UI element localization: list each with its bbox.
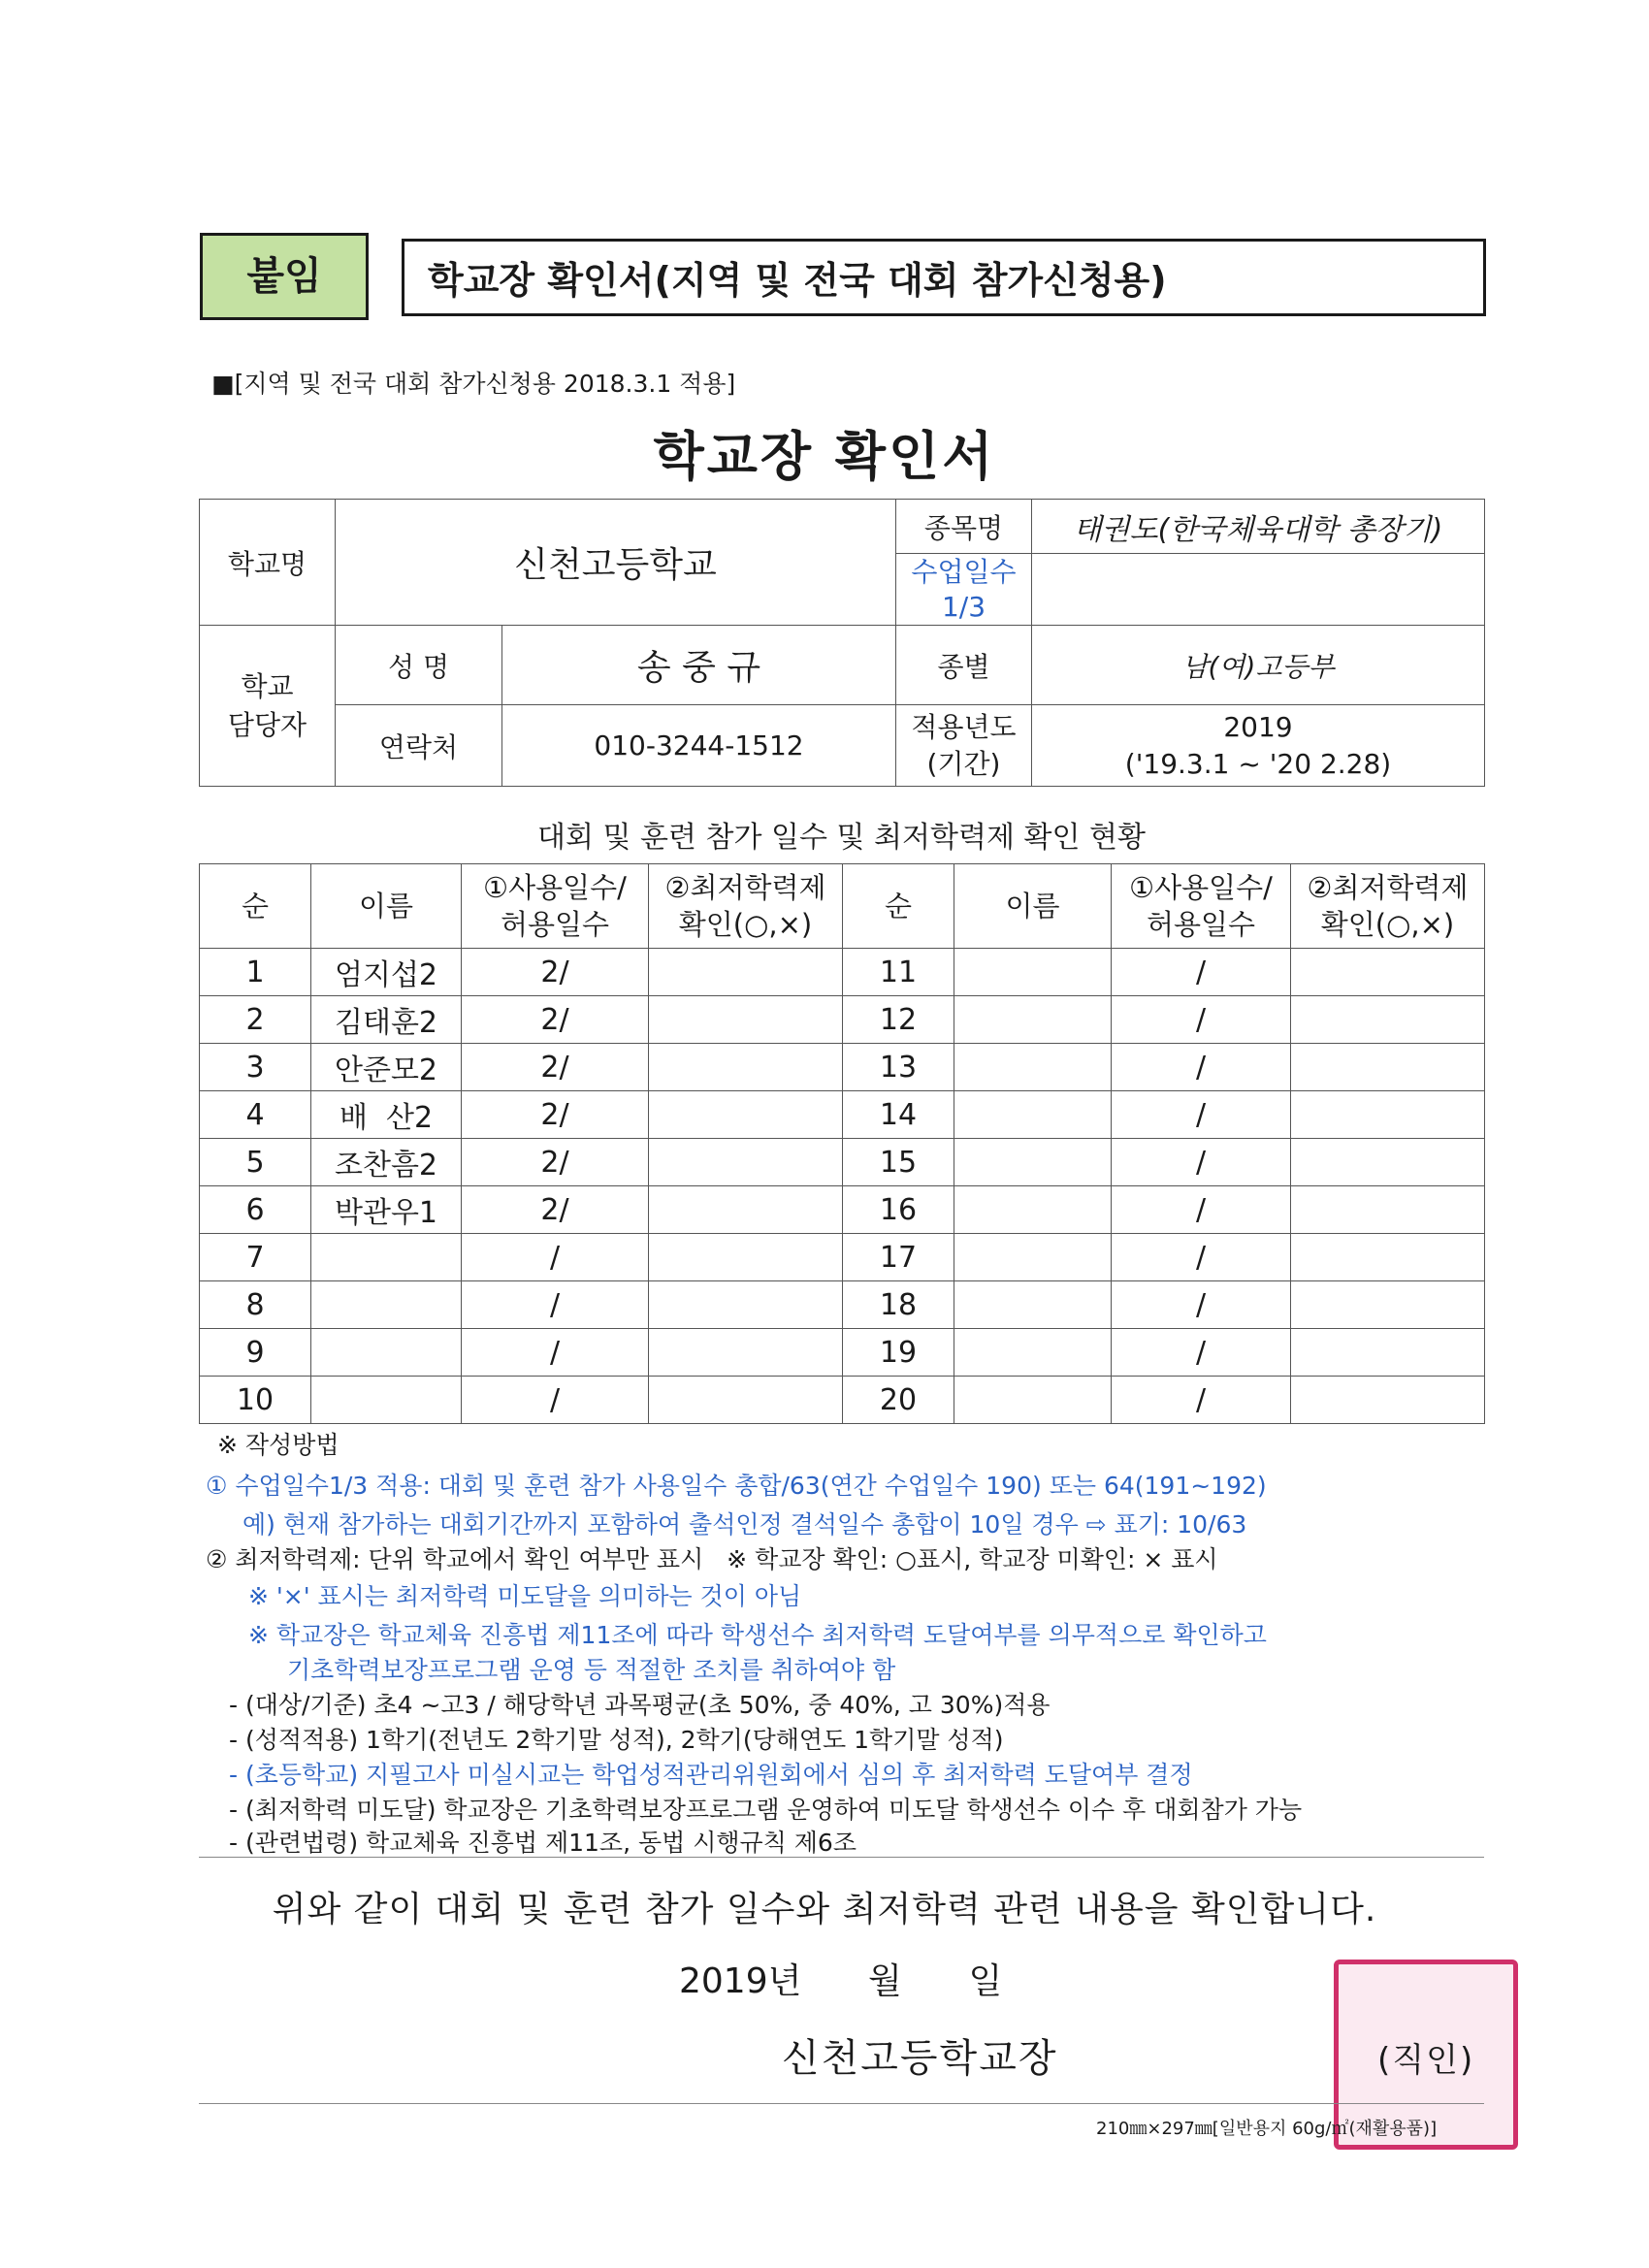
row-min (649, 949, 843, 996)
row-no-right: 16 (843, 1186, 954, 1234)
row-no: 9 (200, 1329, 311, 1377)
row-days: / (462, 1234, 649, 1281)
table-row (200, 1377, 1485, 1424)
row-days-right: / (1112, 996, 1291, 1044)
row-name-right (954, 1329, 1112, 1377)
table-row (200, 1329, 1485, 1377)
row-days: / (462, 1329, 649, 1377)
year-value (1032, 705, 1485, 787)
row-days: / (462, 1377, 649, 1424)
row-min-right (1291, 1329, 1485, 1377)
row-min (649, 1139, 843, 1186)
school-days-label-line1: 수업일수 (911, 555, 1017, 588)
row-no-right: 19 (843, 1329, 954, 1377)
status-heading: 대회 및 훈련 참가 일수 및 최저학력제 확인 현황 (537, 821, 1146, 855)
row-days-right: / (1112, 1377, 1291, 1424)
school-days-value (1032, 554, 1485, 626)
table-row (200, 1281, 1485, 1329)
row-min (649, 1091, 843, 1139)
note-3: ※ '×' 표시는 최저학력 미도달을 의미하는 것이 아님 (248, 1582, 802, 1610)
school-head-name: 신천고등학교장 (782, 2036, 1058, 2081)
roster-body (200, 949, 1485, 1424)
date-line: 2019년 월 일 (679, 1961, 1003, 2001)
row-name-right (954, 949, 1112, 996)
confirm-text: 위와 같이 대회 및 훈련 참가 일수와 최저학력 관련 내용을 확인합니다. (272, 1890, 1377, 1929)
row-min (649, 1186, 843, 1234)
row-no: 1 (200, 949, 311, 996)
row-days-right: / (1112, 949, 1291, 996)
notice-text: ■[지역 및 전국 대회 참가신청용 2018.3.1 적용] (211, 370, 736, 398)
row-name-right (954, 1281, 1112, 1329)
col-days-right (1112, 864, 1291, 949)
table-row (200, 1186, 1485, 1234)
note-1-line1: ① 수업일수1/3 적용: 대회 및 훈련 참가 사용일수 총합/63(연간 수업일수 190) 또는 64(191~192) (206, 1472, 1267, 1500)
row-min (649, 1234, 843, 1281)
year-label (896, 705, 1032, 787)
event-label: 종목명 (896, 500, 1032, 554)
row-name (311, 1377, 462, 1424)
row-min-right (1291, 1234, 1485, 1281)
row-name-right (954, 1186, 1112, 1234)
name-label: 성 명 (336, 626, 502, 705)
separator-line (199, 1857, 1484, 1858)
row-days: 2/ (462, 1186, 649, 1234)
row-no-right: 18 (843, 1281, 954, 1329)
attachment-badge: 붙임 (200, 233, 369, 320)
school-days-label (896, 554, 1032, 626)
col-min-right-line2: 확인(○,×) (1320, 908, 1455, 941)
row-no-right: 20 (843, 1377, 954, 1424)
row-name-right (954, 1234, 1112, 1281)
col-min-line2: 확인(○,×) (678, 908, 813, 941)
note-2-emphasis: ※ 학교장 확인: ○표시, 학교장 미확인: × 표시 (727, 1545, 1218, 1573)
col-min-right-line1: ②최저학력제 (1307, 871, 1469, 904)
school-value: 신천고등학교 (336, 500, 896, 626)
table-row (200, 1139, 1485, 1186)
header-title: 학교장 확인서(지역 및 전국 대회 참가신청용) (402, 239, 1486, 316)
notes-heading: ※ 작성방법 (217, 1431, 340, 1459)
seal-label: (직인) (1377, 2041, 1475, 2080)
year-value-line2: ('19.3.1 ~ '20 2.28) (1124, 747, 1392, 780)
row-no-right: 17 (843, 1234, 954, 1281)
note-1-line2: 예) 현재 참가하는 대회기간까지 포함하여 출석인정 결석일수 총합이 10일 경우 ⇨ 표기: 10/63 (242, 1510, 1247, 1539)
row-days: 2/ (462, 949, 649, 996)
col-days (462, 864, 649, 949)
paper-spec: 210㎜×297㎜[일반용지 60g/㎡(재활용품)] (1096, 2119, 1438, 2139)
row-min (649, 996, 843, 1044)
row-no-right: 14 (843, 1091, 954, 1139)
row-name: 조찬흠2 (311, 1139, 462, 1186)
bottom-line (199, 2103, 1484, 2104)
row-name: 박관우1 (311, 1186, 462, 1234)
row-days: 2/ (462, 1091, 649, 1139)
row-days: 2/ (462, 996, 649, 1044)
row-days: 2/ (462, 1139, 649, 1186)
row-days: 2/ (462, 1044, 649, 1091)
name-value: 송 중 규 (502, 626, 896, 705)
row-min-right (1291, 1091, 1485, 1139)
row-no: 5 (200, 1139, 311, 1186)
row-min-right (1291, 1281, 1485, 1329)
col-days-right-line2: 허용일수 (1146, 908, 1256, 941)
note-2 (206, 1540, 1218, 1575)
row-no: 8 (200, 1281, 311, 1329)
row-days-right: / (1112, 1044, 1291, 1091)
year-label-line2: (기간) (926, 747, 1001, 780)
row-name: 김태훈2 (311, 996, 462, 1044)
row-no-right: 12 (843, 996, 954, 1044)
row-min (649, 1329, 843, 1377)
row-no: 2 (200, 996, 311, 1044)
row-name: 배 산2 (311, 1091, 462, 1139)
row-no: 7 (200, 1234, 311, 1281)
category-label: 종별 (896, 626, 1032, 705)
table-row (200, 1234, 1485, 1281)
row-no: 6 (200, 1186, 311, 1234)
note-2-main: ② 최저학력제: 단위 학교에서 확인 여부만 표시 (206, 1545, 704, 1573)
col-name-right: 이름 (954, 864, 1112, 949)
row-name-right (954, 1091, 1112, 1139)
row-min-right (1291, 996, 1485, 1044)
note-4-line1: ※ 학교장은 학교체육 진흥법 제11조에 따라 학생선수 최저학력 도달여부를 의무적으로 확인하고 (248, 1621, 1267, 1649)
table-row (200, 1091, 1485, 1139)
school-days-label-line2: 1/3 (941, 590, 986, 623)
row-name (311, 1234, 462, 1281)
row-no: 10 (200, 1377, 311, 1424)
row-min-right (1291, 949, 1485, 996)
row-name-right (954, 1377, 1112, 1424)
col-min (649, 864, 843, 949)
row-days-right: / (1112, 1329, 1291, 1377)
row-min-right (1291, 1186, 1485, 1234)
row-min-right (1291, 1139, 1485, 1186)
row-no: 3 (200, 1044, 311, 1091)
col-min-right (1291, 864, 1485, 949)
col-no-right: 순 (843, 864, 954, 949)
row-days-right: / (1112, 1281, 1291, 1329)
table-row (200, 1044, 1485, 1091)
event-value: 태권도(한국체육대학 총장기) (1032, 500, 1485, 554)
row-name-right (954, 1139, 1112, 1186)
row-name: 엄지섭2 (311, 949, 462, 996)
col-min-line1: ②최저학력제 (664, 871, 826, 904)
col-no: 순 (200, 864, 311, 949)
col-days-right-line1: ①사용일수/ (1129, 871, 1273, 904)
staff-label-line2: 담당자 (227, 708, 307, 741)
row-days-right: / (1112, 1091, 1291, 1139)
row-no-right: 11 (843, 949, 954, 996)
row-days-right: / (1112, 1139, 1291, 1186)
category-value: 남(여)고등부 (1032, 626, 1485, 705)
contact-label: 연락처 (336, 705, 502, 787)
row-name-right (954, 996, 1112, 1044)
detail-2: - (성적적용) 1학기(전년도 2학기말 성적), 2학기(당해연도 1학기말 성적) (229, 1726, 1004, 1754)
row-days: / (462, 1281, 649, 1329)
col-days-line2: 허용일수 (500, 908, 610, 941)
detail-3: - (초등학교) 지필고사 미실시교는 학업성적관리위원회에서 심의 후 최저학력 도달여부 결정 (229, 1761, 1193, 1789)
col-days-line1: ①사용일수/ (483, 871, 627, 904)
school-label: 학교명 (200, 500, 336, 626)
year-label-line1: 적용년도 (911, 710, 1017, 743)
info-table (199, 499, 1485, 787)
detail-4: - (최저학력 미도달) 학교장은 기초학력보장프로그램 운영하여 미도달 학생선수 이수 후 대회참가 가능 (229, 1796, 1303, 1824)
document-title: 학교장 확인서 (653, 426, 996, 487)
contact-value: 010-3244-1512 (502, 705, 896, 787)
row-no-right: 15 (843, 1139, 954, 1186)
row-name-right (954, 1044, 1112, 1091)
staff-label-line1: 학교 (241, 669, 294, 702)
staff-label (200, 626, 336, 787)
year-value-line1: 2019 (1223, 710, 1293, 743)
row-name (311, 1329, 462, 1377)
row-min (649, 1044, 843, 1091)
row-name (311, 1281, 462, 1329)
row-name: 안준모2 (311, 1044, 462, 1091)
table-row (200, 996, 1485, 1044)
roster-table (199, 863, 1485, 1424)
row-min-right (1291, 1377, 1485, 1424)
detail-1: - (대상/기준) 초4 ~고3 / 해당학년 과목평균(초 50%, 중 40%, 고 30%)적용 (229, 1691, 1051, 1719)
row-days-right: / (1112, 1234, 1291, 1281)
col-name: 이름 (311, 864, 462, 949)
row-min-right (1291, 1044, 1485, 1091)
table-row (200, 949, 1485, 996)
row-min (649, 1281, 843, 1329)
note-4-line2: 기초학력보장프로그램 운영 등 적절한 조치를 취하여야 함 (287, 1656, 896, 1684)
row-days-right: / (1112, 1186, 1291, 1234)
row-min (649, 1377, 843, 1424)
row-no: 4 (200, 1091, 311, 1139)
detail-5: - (관련법령) 학교체육 진흥법 제11조, 동법 시행규칙 제6조 (229, 1829, 857, 1857)
row-no-right: 13 (843, 1044, 954, 1091)
